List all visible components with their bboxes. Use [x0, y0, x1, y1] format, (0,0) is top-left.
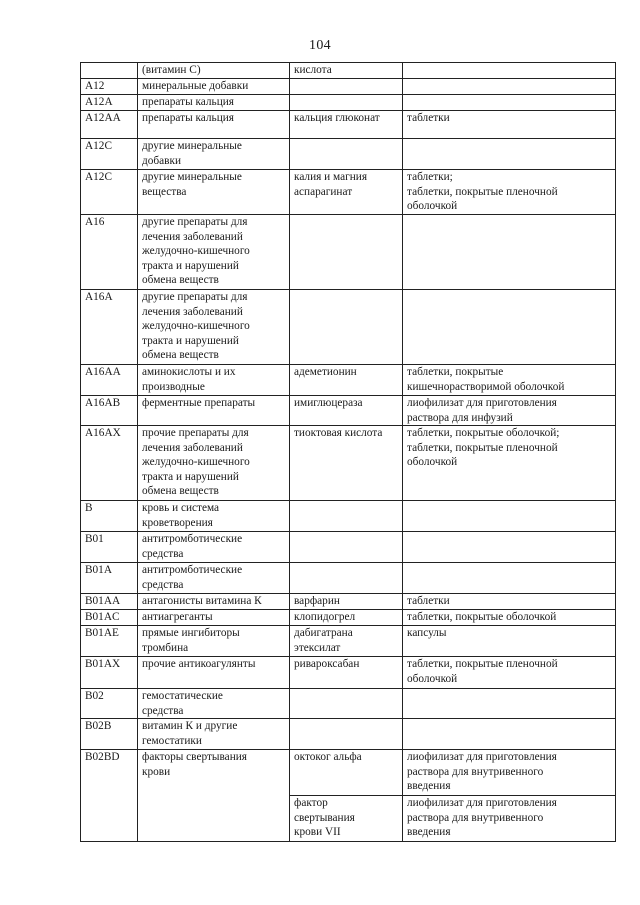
group-cell: прочие препараты для лечения заболеваний желудочно-кишечного тракта и нарушений обмена веществ [138, 426, 290, 501]
dosage-form-cell: таблетки [403, 111, 616, 139]
group-cell: антитромботические средства [138, 532, 290, 563]
dosage-form-cell: таблетки, покрытые кишечнорастворимой оболочкой [403, 365, 616, 396]
atc-code-cell: B01A [81, 563, 138, 594]
atc-code-cell: B01AA [81, 594, 138, 610]
group-cell: антиагреганты [138, 610, 290, 626]
group-cell: другие минеральные вещества [138, 170, 290, 215]
atc-code-cell: A12C [81, 170, 138, 215]
inn-cell [290, 290, 403, 365]
group-cell: факторы свертывания крови [138, 750, 290, 842]
table-row [81, 563, 616, 594]
table-row [81, 689, 616, 719]
atc-code-cell: A16AX [81, 426, 138, 501]
table-row [81, 657, 616, 689]
inn-cell: клопидогрел [290, 610, 403, 626]
dosage-form-cell: лиофилизат для приготовления раствора для внутривенного введения [403, 796, 616, 842]
inn-cell [290, 563, 403, 594]
table-row [81, 594, 616, 610]
table-row [81, 426, 616, 501]
group-cell: (витамин С) [138, 63, 290, 79]
table-row [81, 610, 616, 626]
inn-cell [290, 501, 403, 532]
dosage-form-cell: лиофилизат для приготовления раствора для инфузий [403, 396, 616, 426]
group-cell: другие препараты для лечения заболеваний желудочно-кишечного тракта и нарушений обмена веществ [138, 215, 290, 290]
dosage-form-cell: таблетки, покрытые оболочкой; таблетки, покрытые пленочной оболочкой [403, 426, 616, 501]
atc-code-cell: A12AA [81, 111, 138, 139]
dosage-form-cell [403, 79, 616, 95]
atc-code-cell: A16A [81, 290, 138, 365]
table-row [81, 95, 616, 111]
group-cell: антагонисты витамина К [138, 594, 290, 610]
atc-code-cell [81, 63, 138, 79]
inn-cell: ривароксабан [290, 657, 403, 689]
group-cell: препараты кальция [138, 95, 290, 111]
atc-code-cell: A12C [81, 139, 138, 170]
page-number: 104 [309, 38, 331, 53]
atc-code-cell: A16 [81, 215, 138, 290]
inn-cell [290, 689, 403, 719]
table-row [81, 170, 616, 215]
group-cell: препараты кальция [138, 111, 290, 139]
group-cell: антитромботические средства [138, 563, 290, 594]
atc-code-cell: B01AC [81, 610, 138, 626]
dosage-form-cell: таблетки, покрытые оболочкой [403, 610, 616, 626]
group-cell: ферментные препараты [138, 396, 290, 426]
dosage-form-cell: таблетки; таблетки, покрытые пленочной оболочкой [403, 170, 616, 215]
dosage-form-cell [403, 63, 616, 79]
inn-cell [290, 95, 403, 111]
inn-cell: фактор свертывания крови VII [290, 796, 403, 842]
dosage-form-cell: таблетки [403, 594, 616, 610]
inn-cell [290, 79, 403, 95]
dosage-form-cell: таблетки, покрытые пленочной оболочкой [403, 657, 616, 689]
dosage-form-cell [403, 532, 616, 563]
inn-cell: тиоктовая кислота [290, 426, 403, 501]
dosage-form-cell: лиофилизат для приготовления раствора для внутривенного введения [403, 750, 616, 796]
inn-cell [290, 719, 403, 750]
table-row [81, 365, 616, 396]
table-row [81, 215, 616, 290]
inn-cell: адеметионин [290, 365, 403, 396]
atc-code-cell: B01AE [81, 626, 138, 657]
dosage-form-cell: капсулы [403, 626, 616, 657]
dosage-form-cell [403, 139, 616, 170]
dosage-form-cell [403, 689, 616, 719]
dosage-form-cell [403, 95, 616, 111]
atc-code-cell: A16AA [81, 365, 138, 396]
atc-code-cell: A12A [81, 95, 138, 111]
group-cell: витамин К и другие гемостатики [138, 719, 290, 750]
group-cell: прямые ингибиторы тромбина [138, 626, 290, 657]
table-row [81, 396, 616, 426]
table-row [81, 79, 616, 95]
atc-code-cell: A12 [81, 79, 138, 95]
table-row [81, 501, 616, 532]
inn-cell: октоког альфа [290, 750, 403, 796]
dosage-form-cell [403, 719, 616, 750]
inn-cell [290, 215, 403, 290]
table-row [81, 63, 616, 79]
group-cell: минеральные добавки [138, 79, 290, 95]
dosage-form-cell [403, 215, 616, 290]
table-row [81, 290, 616, 365]
table-row [81, 111, 616, 139]
inn-cell: кальция глюконат [290, 111, 403, 139]
table-row [81, 532, 616, 563]
inn-cell: дабигатрана этексилат [290, 626, 403, 657]
dosage-form-cell [403, 563, 616, 594]
group-cell: другие минеральные добавки [138, 139, 290, 170]
dosage-form-cell [403, 290, 616, 365]
drug-classification-table [80, 62, 616, 842]
inn-cell: имиглюцераза [290, 396, 403, 426]
group-cell: аминокислоты и их производные [138, 365, 290, 396]
atc-code-cell: B [81, 501, 138, 532]
table-row [81, 719, 616, 750]
table-row [81, 626, 616, 657]
atc-code-cell: B02 [81, 689, 138, 719]
group-cell: гемостатические средства [138, 689, 290, 719]
inn-cell [290, 139, 403, 170]
group-cell: другие препараты для лечения заболеваний желудочно-кишечного тракта и нарушений обмена веществ [138, 290, 290, 365]
inn-cell [290, 532, 403, 563]
table-row [81, 750, 616, 796]
atc-code-cell: A16AB [81, 396, 138, 426]
atc-code-cell: B01AX [81, 657, 138, 689]
atc-code-cell: B01 [81, 532, 138, 563]
atc-code-cell: B02BD [81, 750, 138, 842]
group-cell: кровь и система кроветворения [138, 501, 290, 532]
inn-cell: кислота [290, 63, 403, 79]
inn-cell: калия и магния аспарагинат [290, 170, 403, 215]
inn-cell: варфарин [290, 594, 403, 610]
table-row [81, 139, 616, 170]
atc-code-cell: B02B [81, 719, 138, 750]
dosage-form-cell [403, 501, 616, 532]
group-cell: прочие антикоагулянты [138, 657, 290, 689]
